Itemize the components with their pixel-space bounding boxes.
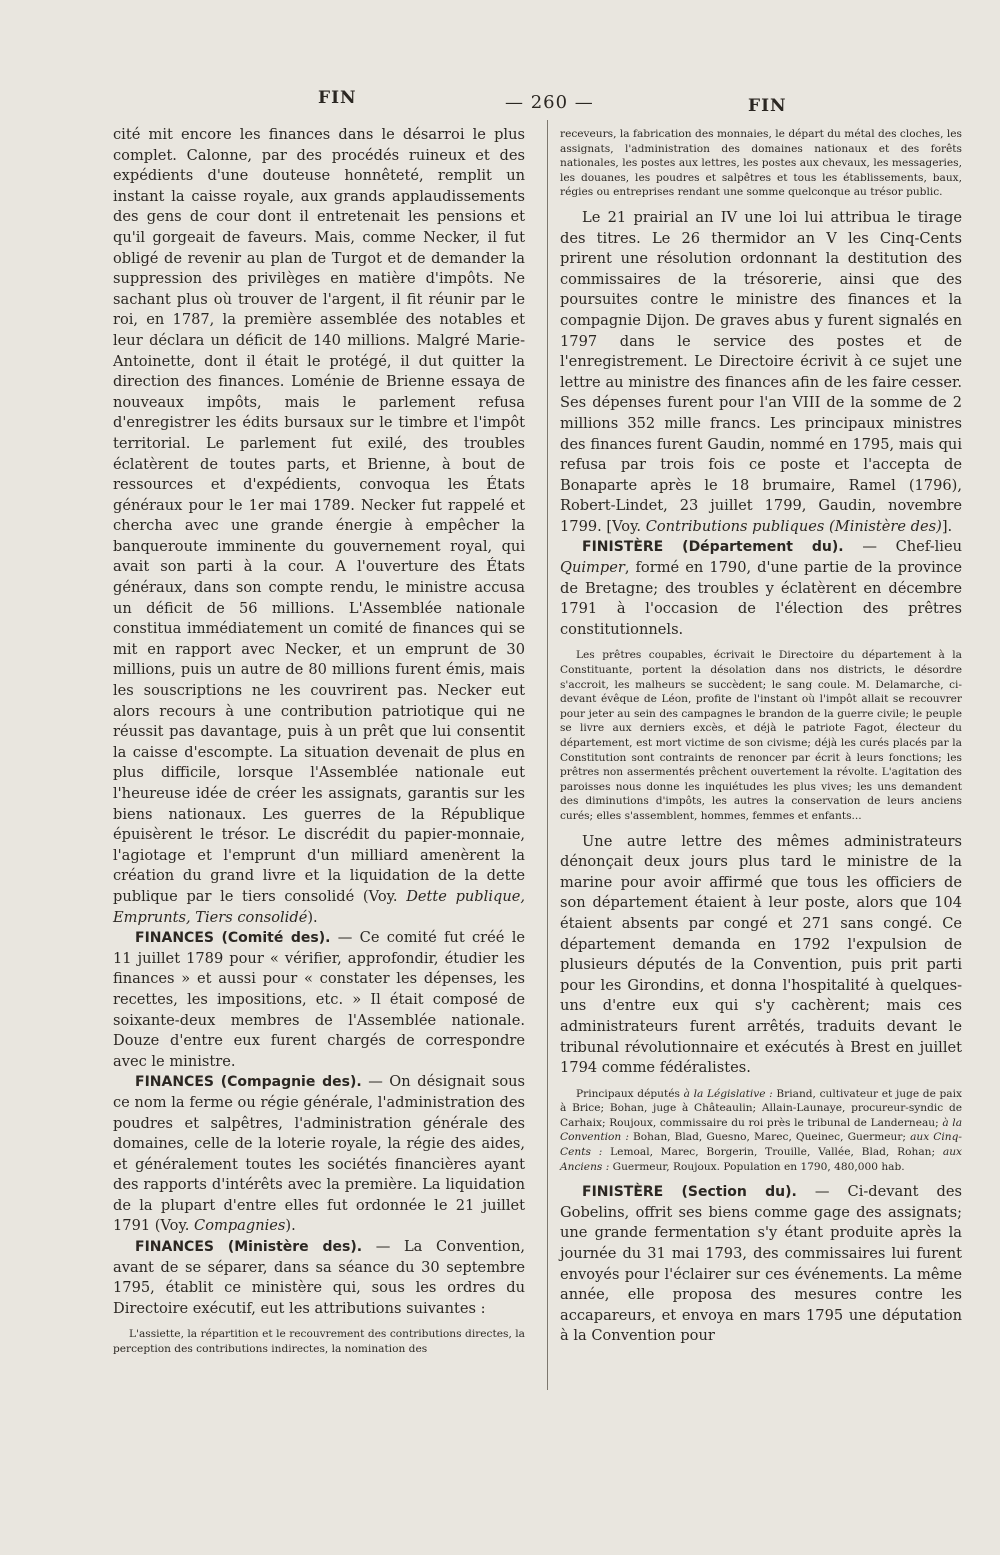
- entry-text: — Ci-devant des Gobelins, offrit ses biens comme gage des assignats; une grande fermentation s'y étant produite après la journée du 31 mai 1793, des commissaires lui furent envoyés pour l'éclairer sur ces événements. La même année, elle proposa des mesures contre les accapareurs, et envoya en mars 1795 une députation à la Convention pour: [560, 1183, 962, 1345]
- entry-text: ).: [285, 1217, 296, 1235]
- paragraph-text: ].: [941, 517, 953, 535]
- paragraph-administrateurs: Une autre lettre des mêmes administrateurs dénonçait deux jours plus tard le ministre de la marine pour avoir affirmé que tous les officiers de son département étaient à leur poste, alors que 104 étaient absents par congé et 271 sans congé. Ce département demanda en 1792 l'expulsion de plusieurs députés de la Convention, puis prit parti pour les Girondins, et donna l'hospitalité à quelques-uns d'entre eux qui s'y cachèrent; mais ces administrateurs furent arrêtés, traduits devant le tribunal révolutionnaire et exécutés à Brest en juillet 1794 comme fédéralistes.: [560, 832, 962, 1077]
- entry-text: , formé en 1790, d'une partie de la province de Bretagne; des troubles y éclatèrent en décembre 1791 à l'occasion de l'élection des prêtres constitutionnels.: [560, 559, 962, 638]
- list-label: à la Convention :: [560, 1116, 963, 1144]
- list-text: Briand, cultivateur et juge de paix à Brice; Bohan, juge à Châteaulin; Allain-Launaye, procureur-syndic de Carhaix; Roujoux, commissaire du roi près le tribunal de Landerneau;: [560, 1087, 962, 1129]
- running-head-left: FIN: [318, 88, 357, 108]
- entry-text: — On désignait sous ce nom la ferme ou régie générale, l'administration des poudres et salpêtres, l'administration générale des domaines, celle de la loterie royale, la régie des aides, et généralement toutes les sociétés financières ayant des rapports d'intérêts avec la première. La liquidation de la plupart d'entre elles fut ordonnée le 21 juillet 1791 (Voy.: [113, 1073, 525, 1235]
- list-text: Bohan, Blad, Guesno, Marec, Queinec, Guermeur;: [628, 1131, 911, 1144]
- entry-finistere-departement: [560, 537, 962, 640]
- running-head-right: FIN: [748, 96, 787, 116]
- list-label: à la Législative :: [683, 1087, 773, 1100]
- page-number: — 260 —: [505, 92, 594, 113]
- list-label: aux Anciens :: [560, 1146, 962, 1173]
- list-deputes: [560, 1087, 962, 1175]
- paragraph-text: cité mit encore les finances dans le désarroi le plus complet. Calonne, par des procédés ruineux et des expédients d'une douteuse honnêteté, remplit un instant la caisse royale, aux grands applaudissements des gens de cour dont il entretenait les pensions et qu'il gorgeait de faveurs. Mais, comme Necker, il fut obligé de revenir au plan de Turgot et de demander la suppression des privilèges en matière d'impôts. Ne sachant plus où trouver de l'argent, il fit réunir par le roi, en 1787, la première assemblée des notables et leur déclara un déficit de 140 millions. Malgré Marie-Antoinette, dont il était le protégé, il dut quitter la direction des finances. Loménie de Brienne essaya de nouveaux impôts, mais le parlement refusa d'enregistrer les édits bursaux sur le timbre et l'impôt territorial. Le parlement fut exilé, des troubles éclatèrent de toutes parts, et Brienne, à bout de ressources et d'expédients, convoqua les États généraux pour le 1er mai 1789. Necker fut rappelé et chercha avec une grande énergie à empêcher la banqueroute imminente du gouvernement royal, qui avait son parti à la cour. A l'ouverture des États généraux, dans son compte rendu, le ministre accusa un déficit de 56 millions. L'Assemblée nationale constitua immédiatement un comité de finances qui se mit en rapport avec Necker, et un emprunt de 30 millions, puis un autre de 80 millions furent émis, mais les souscriptions ne les couvrirent pas. Necker eut alors recours à une contribution patriotique qui ne réussit pas davantage, puis à un prêt que lui consentit la caisse d'escompte. La situation devenait de plus en plus difficile, lorsque l'Assemblée nationale eut l'heureuse idée de créer les assignats, garantis sur les biens nationaux. Les guerres de la République épuisèrent le trésor. Le discrédit du papier-monnaie, l'agiotage et l'emprunt d'un milliard amenèrent la création du grand livre et la liquidation de la dette publique par le tiers consolidé (Voy.: [113, 126, 525, 905]
- entry-headword: FINISTÈRE (Section du).: [582, 1184, 797, 1201]
- entry-headword: FINANCES (Compagnie des).: [135, 1074, 362, 1091]
- paragraph-ministere: [560, 208, 962, 538]
- paragraph-text: Le 21 prairial an IV une loi lui attribua le tirage des titres. Le 26 thermidor an V les Cinq-Cents prirent une résolution ordonnant la destitution des commissaires de la trésorerie, ainsi que des poursuites contre le ministre des finances et la compagnie Dijon. De graves abus y furent signalés en 1797 dans le service des postes et de l'enregistrement. Le Directoire écrivit à ce sujet une lettre au ministre des finances afin de les faire cesser. Ses dépenses furent pour l'an VIII de la somme de 2 millions 352 mille francs. Les principaux ministres des finances furent Gaudin, nommé en 1795, mais qui refusa par trois fois ce poste et l'accepta de Bonaparte après le 18 brumaire, Ramel (1796), Robert-Lindet, 23 juillet 1799, Gaudin, novembre 1799. [Voy.: [560, 208, 962, 535]
- entry-headword: FINANCES (Comité des).: [135, 930, 331, 947]
- entry-finances-compagnie: [113, 1072, 525, 1237]
- cross-reference: Compagnies: [194, 1217, 286, 1235]
- quotation-attributions-continued: receveurs, la fabrication des monnaies, le départ du métal des cloches, les assignats, l'administration des domaines nationaux et des forêts nationales, les postes aux lettres, les postes aux chevaux, les messageries, les douanes, les poudres et salpêtres et tous les établissements, baux, régies ou entreprises rendant une somme quelconque au trésor public.: [560, 128, 962, 199]
- entry-finistere-section: [560, 1182, 962, 1347]
- cross-reference: Dette publique, Emprunts, Tiers consolidé: [113, 887, 526, 926]
- cross-reference: Contributions publiques (Ministère des): [645, 517, 942, 535]
- list-text: Principaux députés: [576, 1087, 684, 1100]
- place-name: Quimper: [560, 559, 625, 577]
- quotation-directoire: Les prêtres coupables, écrivait le Directoire du département à la Constituante, portent la désolation dans nos districts, le désordre s'accroit, les malheurs se succèdent; le sang coule. M. Delamarche, ci-devant évêque de Léon, profite de l'instant où l'impôt allait se recouvrer pour jeter au sein des campagnes le brandon de la guerre civile; le peuple se livre aux derniers excès, et déjà le patriote Fagot, électeur du département, est mort victime de son civisme; déjà les curés placés par la Constitution sont contraints de renoncer par écrit à leurs fonctions; les prêtres non assermentés prêchent ouvertement la révolte. L'agitation des paroisses nous donne les inquiétudes les plus vives; les uns demandent des diminutions d'impôts, les autres la conservation de leurs anciens curés; elles s'assemblent, hommes, femmes et enfants...: [560, 649, 962, 822]
- paragraph-text: ).: [307, 908, 318, 926]
- list-label: aux Cinq-Cents :: [560, 1131, 962, 1159]
- entry-finances-comite: [113, 928, 525, 1072]
- entry-headword: FINANCES (Ministère des).: [135, 1239, 363, 1256]
- list-text: Lemoal, Marec, Borgerin, Trouille, Vallée, Blad, Rohan;: [602, 1146, 943, 1159]
- right-column: [560, 127, 962, 1347]
- entry-headword: FINISTÈRE (Département du).: [582, 539, 844, 556]
- entry-finances-ministere: [113, 1237, 525, 1319]
- left-column: [113, 125, 525, 1357]
- entry-text: — La Convention, avant de se séparer, dans sa séance du 30 septembre 1795, établit ce ministère qui, sous les ordres du Directoire exécutif, eut les attributions suivantes :: [113, 1238, 526, 1317]
- entry-text: — Chef-lieu: [843, 538, 962, 556]
- entry-text: — Ce comité fut créé le 11 juillet 1789 pour « vérifier, approfondir, étudier les finances » et aussi pour « constater les dépenses, les recettes, les impositions, etc. » Il était composé de soixante-deux membres de l'Assemblée nationale. Douze d'entre eux furent chargés de correspondre avec le ministre.: [113, 929, 525, 1070]
- list-text: Guermeur, Roujoux. Population en 1790, 480,000 hab.: [609, 1160, 905, 1173]
- column-divider: [547, 120, 548, 1390]
- paragraph-calonne: [113, 125, 525, 928]
- quotation-attributions: L'assiette, la répartition et le recouvrement des contributions directes, la perception des contributions indirectes, la nomination des: [113, 1328, 525, 1356]
